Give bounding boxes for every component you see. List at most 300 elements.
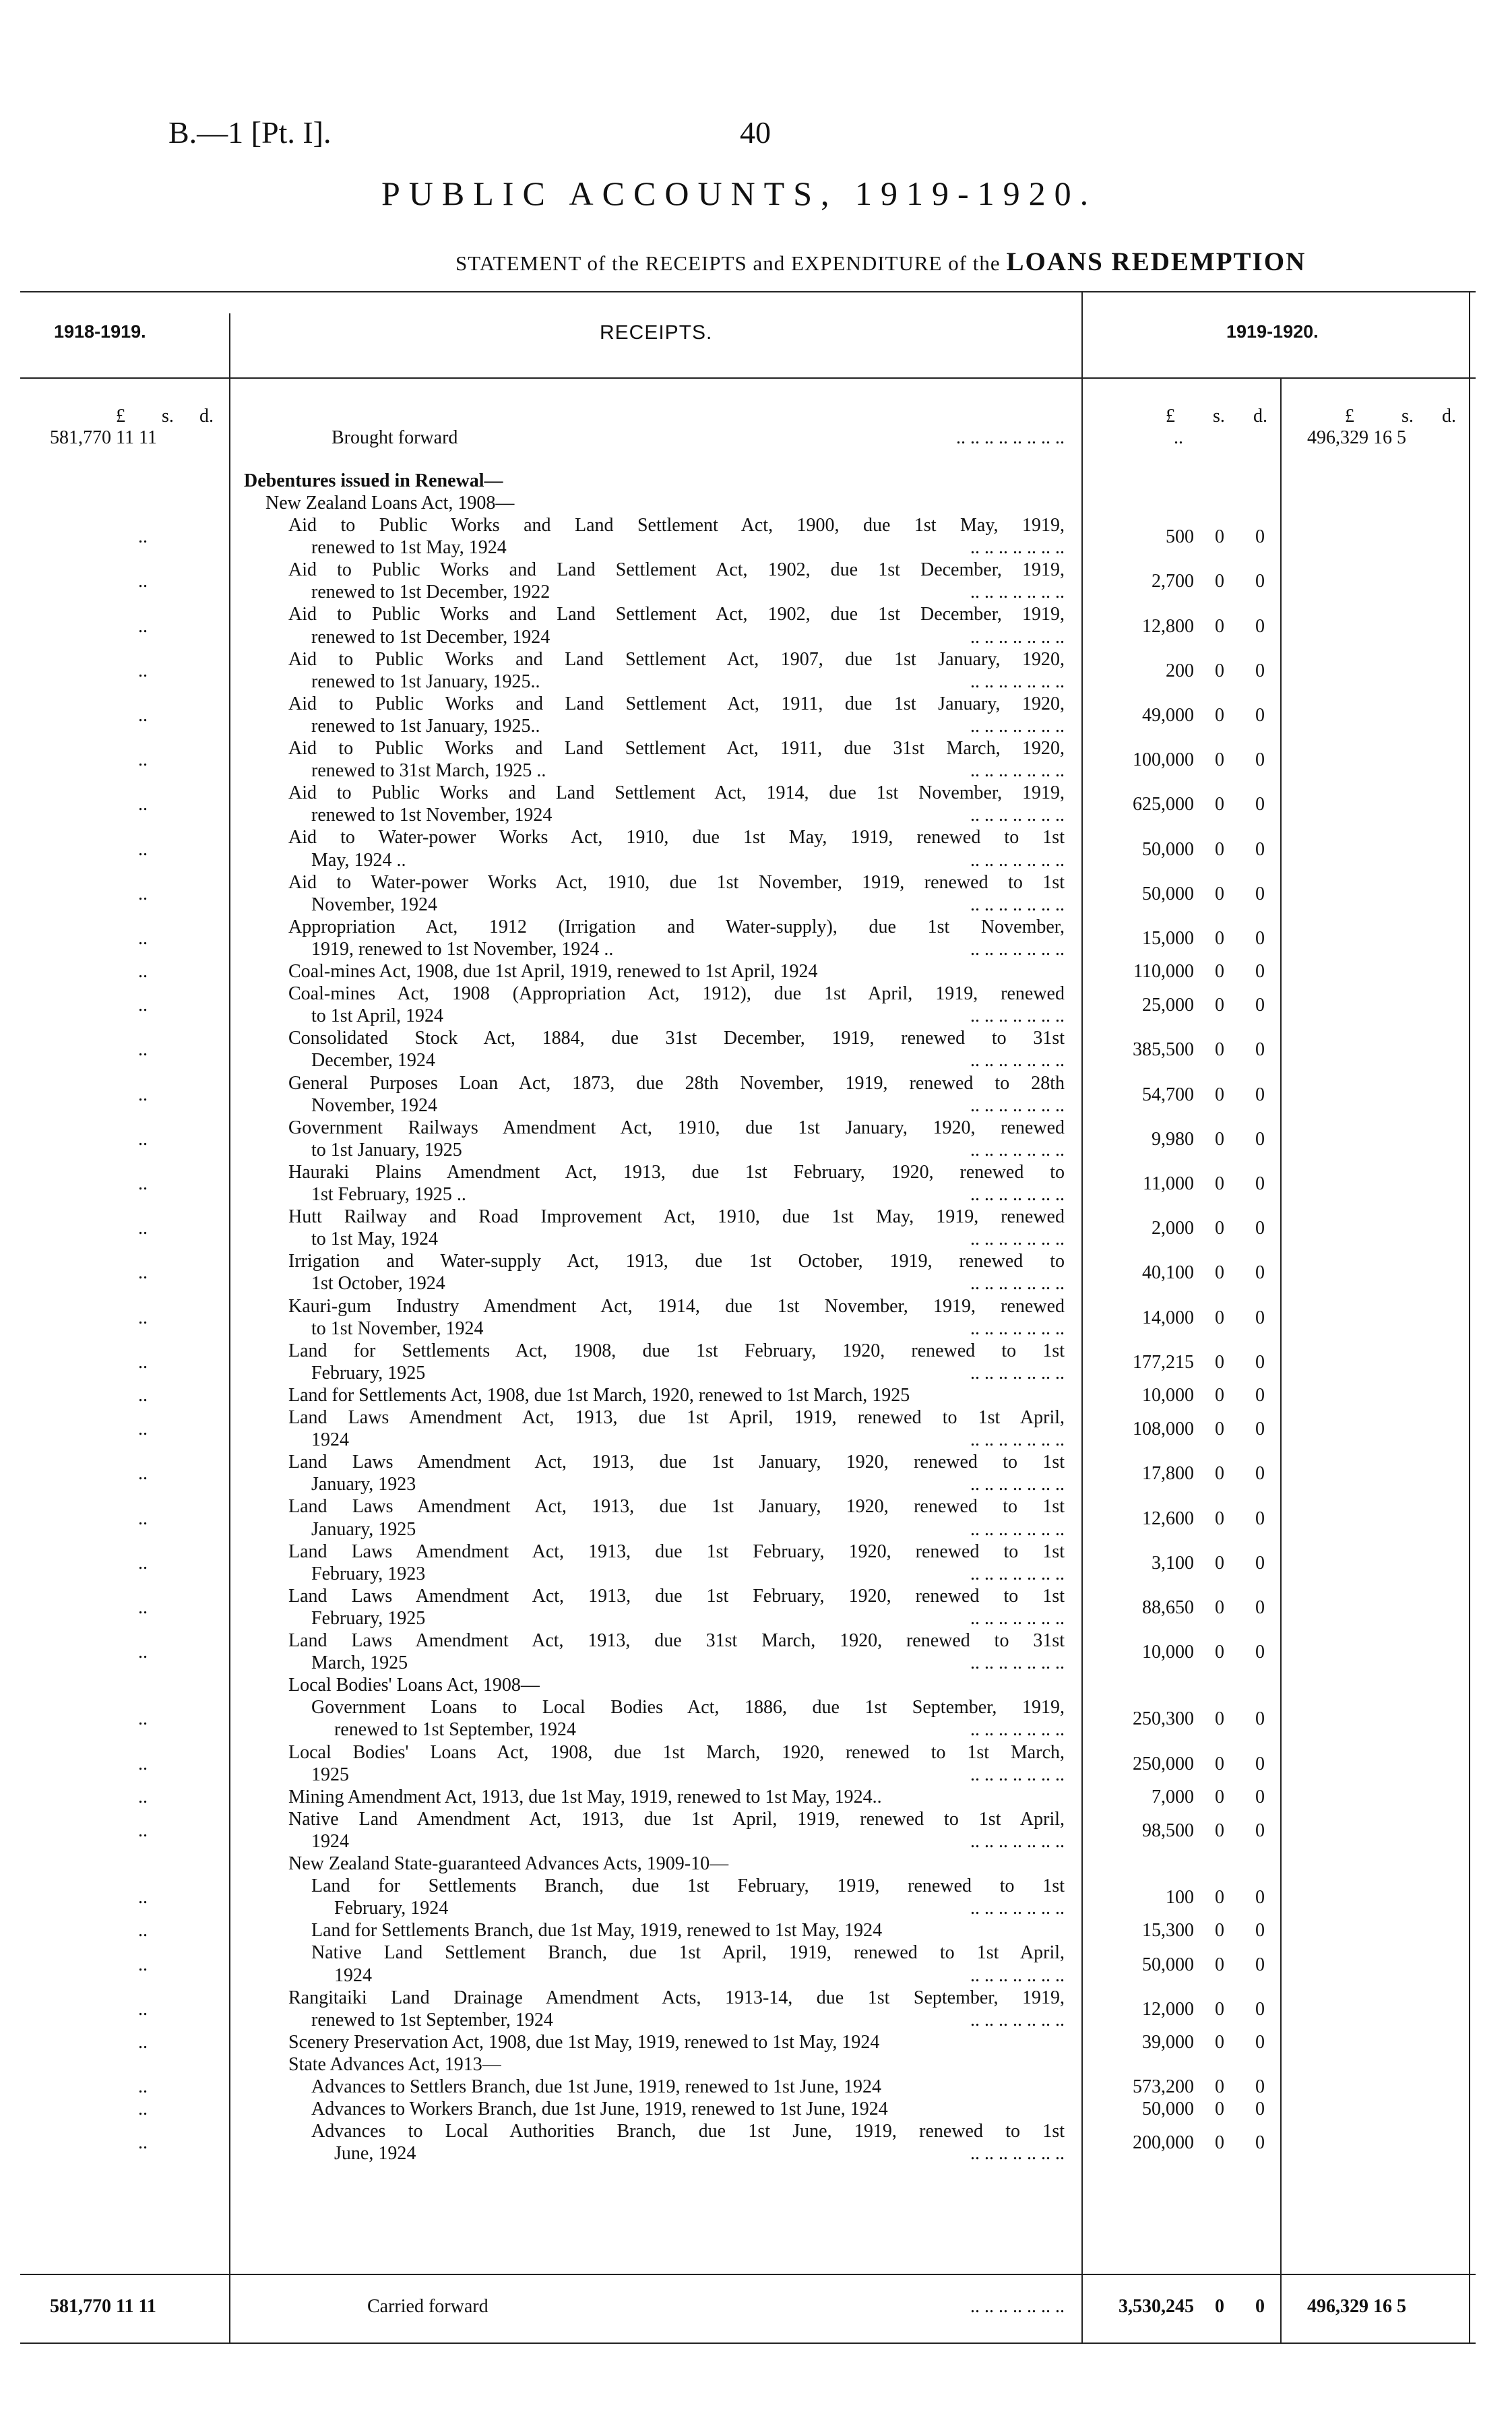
entry-text: Aid to Water-power Works Act, 1910, due 1st November, 1919, renewed to 1st [288, 871, 1065, 893]
brought-forward-left-amount: 581,770 11 11 [50, 427, 157, 448]
unit-pence-mid: d. [1253, 406, 1267, 427]
entry-pence: 0 [1255, 838, 1265, 860]
row-leader-left: .. [138, 883, 148, 904]
entry-amount: 98,500 [1142, 1820, 1194, 1841]
entry-text: Government Loans to Local Bodies Act, 1886, due 1st September, 1919, [311, 1697, 1065, 1718]
entry-shillings: 0 [1215, 2132, 1224, 2154]
carried-forward-leaders: .. .. .. .. .. .. .. [970, 2296, 1065, 2317]
entry-shillings: 0 [1215, 1954, 1224, 1975]
entry-pence: 0 [1255, 1084, 1265, 1105]
entry-text: Local Bodies' Loans Act, 1908, due 1st March, 1920, renewed to 1st March, [288, 1741, 1065, 1763]
entry-amount: 7,000 [1152, 1786, 1194, 1807]
row-leader-left: .. [138, 660, 148, 681]
entry-text-continued: 1925 [311, 1764, 349, 1785]
entry-shillings: 0 [1215, 1351, 1224, 1373]
entry-pence: 0 [1255, 1262, 1265, 1284]
entry-leaders: .. .. .. .. .. .. .. [970, 1898, 1065, 1919]
entry-text: Advances to Workers Branch, due 1st June, 1919, renewed to 1st June, 1924 [311, 2099, 888, 2120]
entry-shillings: 0 [1215, 704, 1224, 726]
entry-shillings: 0 [1215, 2099, 1224, 2120]
entry-amount: 12,000 [1142, 1998, 1194, 2020]
entry-shillings: 0 [1215, 1708, 1224, 1730]
entry-pence: 0 [1255, 1954, 1265, 1975]
statement-heading: STATEMENT of the RECEIPTS and EXPENDITURE of the LOANS REDEMPTION [455, 247, 1306, 276]
subheading-state-guaranteed: New Zealand State-guaranteed Advances Acts, 1909-10— [288, 1853, 729, 1874]
row-leader-left: .. [138, 615, 148, 637]
entry-pence: 0 [1255, 2076, 1265, 2097]
entry-shillings: 0 [1215, 1786, 1224, 1807]
entry-shillings: 0 [1215, 1039, 1224, 1061]
entry-leaders: .. .. .. .. .. .. .. [970, 1652, 1065, 1674]
entry-shillings: 0 [1215, 1384, 1224, 1406]
entry-pence: 0 [1255, 1596, 1265, 1618]
entry-amount: 17,800 [1142, 1463, 1194, 1485]
row-leader-left: .. [138, 1508, 148, 1529]
entry-text-continued: 1919, renewed to 1st November, 1924 .. [311, 938, 614, 960]
column-divider-amount [1081, 291, 1083, 2343]
entry-text-continued: renewed to 1st November, 1924 [311, 805, 553, 826]
entry-text: Hutt Railway and Road Improvement Act, 1910, due 1st May, 1919, renewed [288, 1206, 1065, 1228]
entry-text-continued: to 1st April, 1924 [311, 1005, 444, 1027]
entry-leaders: .. .. .. .. .. .. .. [970, 805, 1065, 826]
entry-amount: 15,300 [1142, 1920, 1194, 1942]
entry-shillings: 0 [1215, 1998, 1224, 2020]
carried-forward-pence: 0 [1255, 2296, 1265, 2317]
entry-text-continued: renewed to 1st September, 1924 [311, 2009, 553, 2030]
entry-text: Aid to Public Works and Land Settlement Act, 1911, due 31st March, 1920, [288, 738, 1065, 759]
entry-leaders: .. .. .. .. .. .. .. [970, 1518, 1065, 1540]
totals-top-rule [20, 2274, 1476, 2275]
carried-forward-shillings: 0 [1215, 2296, 1224, 2317]
entry-shillings: 0 [1215, 749, 1224, 771]
entry-text: Irrigation and Water-supply Act, 1913, due 1st October, 1919, renewed to [288, 1251, 1065, 1272]
entry-pence: 0 [1255, 1039, 1265, 1061]
entry-shillings: 0 [1215, 1508, 1224, 1529]
entry-pence: 0 [1255, 1218, 1265, 1239]
brought-forward-leaders: .. .. .. .. .. .. .. .. [956, 427, 1065, 448]
row-leader-left: .. [138, 2099, 148, 2120]
entry-shillings: 0 [1215, 660, 1224, 681]
entry-amount: 100,000 [1133, 749, 1194, 771]
entry-amount: 40,100 [1142, 1262, 1194, 1284]
subheading-state-advances: State Advances Act, 1913— [288, 2053, 501, 2075]
entry-text: Native Land Amendment Act, 1913, due 1st April, 1919, renewed to 1st April, [288, 1808, 1065, 1830]
entry-leaders: .. .. .. .. .. .. .. [970, 2143, 1065, 2165]
entry-shillings: 0 [1215, 1307, 1224, 1328]
entry-amount: 500 [1166, 526, 1194, 548]
entry-text: Land for Settlements Act, 1908, due 1st February, 1920, renewed to 1st [288, 1340, 1065, 1361]
entry-amount: 25,000 [1142, 995, 1194, 1016]
entry-text-continued: 1st October, 1924 [311, 1273, 445, 1295]
entry-leaders: .. .. .. .. .. .. .. [970, 1184, 1065, 1205]
entry-pence: 0 [1255, 749, 1265, 771]
table-top-rule [20, 291, 1476, 292]
totals-bottom-rule [20, 2343, 1476, 2344]
entry-text-continued: to 1st May, 1924 [311, 1229, 438, 1250]
entry-text: Advances to Local Authorities Branch, due 1st June, 1919, renewed to 1st [311, 2121, 1065, 2142]
entry-pence: 0 [1255, 1463, 1265, 1485]
column-year-1919-1920: 1919-1920. [1226, 321, 1319, 342]
entry-pence: 0 [1255, 1384, 1265, 1406]
entry-amount: 50,000 [1142, 1954, 1194, 1975]
row-leader-left: .. [138, 2076, 148, 2097]
entry-shillings: 0 [1215, 1463, 1224, 1485]
entry-pence: 0 [1255, 794, 1265, 815]
entry-text-continued: November, 1924 [311, 894, 438, 915]
entry-shillings: 0 [1215, 794, 1224, 815]
entry-amount: 110,000 [1133, 961, 1194, 982]
entry-leaders: .. .. .. .. .. .. .. [970, 1764, 1065, 1785]
entry-leaders: .. .. .. .. .. .. .. [970, 2009, 1065, 2030]
unit-pence-left: d. [199, 406, 214, 427]
row-leader-left: .. [138, 2031, 148, 2053]
row-leader-left: .. [138, 1552, 148, 1574]
entry-leaders: .. .. .. .. .. .. .. [970, 626, 1065, 648]
entry-pence: 0 [1255, 1753, 1265, 1774]
entry-shillings: 0 [1215, 615, 1224, 637]
entry-amount: 250,300 [1133, 1708, 1194, 1730]
entry-pence: 0 [1255, 883, 1265, 904]
row-leader-left: .. [138, 1998, 148, 2020]
entry-amount: 625,000 [1133, 794, 1194, 815]
entry-text: Land Laws Amendment Act, 1913, due 31st March, 1920, renewed to 31st [288, 1630, 1065, 1651]
entry-shillings: 0 [1215, 1753, 1224, 1774]
entry-shillings: 0 [1215, 526, 1224, 548]
entry-pence: 0 [1255, 615, 1265, 637]
entry-text: Scenery Preservation Act, 1908, due 1st May, 1919, renewed to 1st May, 1924 [288, 2031, 880, 2053]
entry-text: Government Railways Amendment Act, 1910, due 1st January, 1920, renewed [288, 1117, 1065, 1138]
entry-text: Consolidated Stock Act, 1884, due 31st December, 1919, renewed to 31st [288, 1028, 1065, 1049]
entry-text-continued: February, 1924 [334, 1898, 449, 1919]
entry-pence: 0 [1255, 1920, 1265, 1942]
entry-shillings: 0 [1215, 1920, 1224, 1942]
entry-amount: 15,000 [1142, 927, 1194, 949]
entry-leaders: .. .. .. .. .. .. .. [970, 1429, 1065, 1451]
entry-text-continued: 1st February, 1925 .. [311, 1184, 466, 1205]
entry-shillings: 0 [1215, 1128, 1224, 1150]
entry-text: Kauri-gum Industry Amendment Act, 1914, due 1st November, 1919, renewed [288, 1295, 1065, 1317]
row-leader-left: .. [138, 1173, 148, 1194]
row-leader-left: .. [138, 1708, 148, 1730]
entry-amount: 10,000 [1142, 1642, 1194, 1663]
row-leader-left: .. [138, 1084, 148, 1105]
entry-leaders: .. .. .. .. .. .. .. [970, 849, 1065, 871]
page-title: PUBLIC ACCOUNTS, 1919-1920. [381, 175, 1098, 212]
entry-amount: 9,980 [1152, 1128, 1194, 1150]
entry-text-continued: renewed to 1st January, 1925.. [311, 715, 540, 737]
entry-pence: 0 [1255, 2099, 1265, 2120]
entry-text: Aid to Public Works and Land Settlement Act, 1902, due 1st December, 1919, [288, 559, 1065, 581]
row-leader-left: .. [138, 1786, 148, 1807]
row-leader-left: .. [138, 1596, 148, 1618]
row-leader-left: .. [138, 1384, 148, 1406]
entry-leaders: .. .. .. .. .. .. .. [970, 1317, 1065, 1339]
row-leader-left: .. [138, 1039, 148, 1061]
entry-pence: 0 [1255, 1786, 1265, 1807]
subheading-local-bodies: Local Bodies' Loans Act, 1908— [288, 1675, 540, 1696]
entry-text: Appropriation Act, 1912 (Irrigation and Water-supply), due 1st November, [288, 916, 1065, 937]
row-leader-left: .. [138, 1642, 148, 1663]
entry-text: Advances to Settlers Branch, due 1st June, 1919, renewed to 1st June, 1924 [311, 2076, 882, 2097]
entry-text-continued: 1924 [311, 1429, 349, 1451]
row-leader-left: .. [138, 961, 148, 982]
entry-pence: 0 [1255, 1128, 1265, 1150]
entry-text-continued: renewed to 1st December, 1924 [311, 626, 550, 648]
entry-shillings: 0 [1215, 1419, 1224, 1440]
unit-shillings-left: s. [162, 406, 174, 427]
entry-pence: 0 [1255, 1820, 1265, 1841]
entry-pence: 0 [1255, 660, 1265, 681]
entry-amount: 88,650 [1142, 1596, 1194, 1618]
entry-shillings: 0 [1215, 1218, 1224, 1239]
entry-leaders: .. .. .. .. .. .. .. [970, 1005, 1065, 1027]
entry-text-continued: renewed to 31st March, 1925 .. [311, 760, 546, 782]
entry-shillings: 0 [1215, 995, 1224, 1016]
row-leader-left: .. [138, 571, 148, 592]
row-leader-left: .. [138, 1351, 148, 1373]
entry-text: Land Laws Amendment Act, 1913, due 1st January, 1920, renewed to 1st [288, 1496, 1065, 1518]
page-number: 40 [740, 115, 771, 150]
entry-pence: 0 [1255, 1708, 1265, 1730]
entry-text-continued: to 1st November, 1924 [311, 1317, 484, 1339]
entry-pence: 0 [1255, 927, 1265, 949]
row-leader-left: .. [138, 1463, 148, 1485]
entry-text: Aid to Public Works and Land Settlement Act, 1911, due 1st January, 1920, [288, 693, 1065, 714]
entry-text: Mining Amendment Act, 1913, due 1st May, 1919, renewed to 1st May, 1924.. [288, 1786, 882, 1807]
entry-text: Aid to Water-power Works Act, 1910, due 1st May, 1919, renewed to 1st [288, 827, 1065, 848]
entry-amount: 10,000 [1142, 1384, 1194, 1406]
entry-text: Land for Settlements Act, 1908, due 1st March, 1920, renewed to 1st March, 1925 [288, 1384, 910, 1406]
row-leader-left: .. [138, 927, 148, 949]
entry-shillings: 0 [1215, 838, 1224, 860]
entry-leaders: .. .. .. .. .. .. .. [970, 1229, 1065, 1250]
entry-text: General Purposes Loan Act, 1873, due 28th November, 1919, renewed to 28th [288, 1072, 1065, 1094]
entry-shillings: 0 [1215, 1173, 1224, 1194]
entry-text-continued: January, 1925 [311, 1518, 416, 1540]
entry-amount: 50,000 [1142, 2099, 1194, 2120]
entry-text-continued: to 1st January, 1925 [311, 1139, 462, 1160]
entry-text: Aid to Public Works and Land Settlement Act, 1902, due 1st December, 1919, [288, 604, 1065, 625]
entry-amount: 12,800 [1142, 615, 1194, 637]
entry-pence: 0 [1255, 961, 1265, 982]
entry-amount: 54,700 [1142, 1084, 1194, 1105]
entry-leaders: .. .. .. .. .. .. .. [970, 1094, 1065, 1116]
row-leader-left: .. [138, 1753, 148, 1774]
entry-text-continued: February, 1925 [311, 1607, 426, 1629]
unit-shillings-right: s. [1401, 406, 1414, 427]
document-reference: B.—1 [Pt. I]. [168, 115, 332, 150]
entry-shillings: 0 [1215, 1642, 1224, 1663]
entry-amount: 39,000 [1142, 2031, 1194, 2053]
entry-shillings: 0 [1215, 2076, 1224, 2097]
entry-leaders: .. .. .. .. .. .. .. [970, 894, 1065, 915]
subheading-nz-loans-act: New Zealand Loans Act, 1908— [265, 493, 515, 514]
entry-amount: 50,000 [1142, 883, 1194, 904]
row-leader-left: .. [138, 1128, 148, 1150]
entry-amount: 11,000 [1143, 1173, 1194, 1194]
row-leader-left: .. [138, 1262, 148, 1284]
entry-shillings: 0 [1215, 1084, 1224, 1105]
unit-pound-mid: £ [1166, 406, 1175, 427]
entry-leaders: .. .. .. .. .. .. .. [970, 1273, 1065, 1295]
entry-text: Land Laws Amendment Act, 1913, due 1st February, 1920, renewed to 1st [288, 1585, 1065, 1607]
entry-text: Aid to Public Works and Land Settlement Act, 1900, due 1st May, 1919, [288, 515, 1065, 536]
entry-text: Aid to Public Works and Land Settlement Act, 1914, due 1st November, 1919, [288, 782, 1065, 804]
entry-amount: 573,200 [1133, 2076, 1194, 2097]
entry-text-continued: February, 1925 [311, 1362, 426, 1384]
entry-text-continued: June, 1924 [334, 2143, 416, 2165]
entry-pence: 0 [1255, 1351, 1265, 1373]
entry-amount: 250,000 [1133, 1753, 1194, 1774]
entry-leaders: .. .. .. .. .. .. .. [970, 1362, 1065, 1384]
entry-amount: 200 [1166, 660, 1194, 681]
entry-text: Rangitaiki Land Drainage Amendment Acts, 1913-14, due 1st September, 1919, [288, 1987, 1065, 2008]
entry-amount: 385,500 [1133, 1039, 1194, 1061]
entry-amount: 2,700 [1152, 571, 1194, 592]
entry-text: Aid to Public Works and Land Settlement Act, 1907, due 1st January, 1920, [288, 648, 1065, 670]
entry-amount: 14,000 [1142, 1307, 1194, 1328]
brought-forward-label: Brought forward [332, 427, 458, 448]
entry-pence: 0 [1255, 995, 1265, 1016]
entry-leaders: .. .. .. .. .. .. .. [970, 671, 1065, 692]
entry-pence: 0 [1255, 1998, 1265, 2020]
entry-leaders: .. .. .. .. .. .. .. [970, 1719, 1065, 1741]
entry-text: Land Laws Amendment Act, 1913, due 1st April, 1919, renewed to 1st April, [288, 1407, 1065, 1428]
entry-leaders: .. .. .. .. .. .. .. [970, 1964, 1065, 1986]
entry-amount: 177,215 [1133, 1351, 1194, 1373]
entry-amount: 49,000 [1142, 704, 1194, 726]
entry-amount: 50,000 [1142, 838, 1194, 860]
unit-pence-right: d. [1442, 406, 1456, 427]
row-leader-left: .. [138, 749, 148, 771]
row-leader-left: .. [138, 1218, 148, 1239]
entry-text: Coal-mines Act, 1908, due 1st April, 1919, renewed to 1st April, 1924 [288, 961, 818, 982]
entry-pence: 0 [1255, 2132, 1265, 2154]
entry-shillings: 0 [1215, 2031, 1224, 2053]
entry-text: Coal-mines Act, 1908 (Appropriation Act, 1912), due 1st April, 1919, renewed [288, 983, 1065, 1005]
entry-shillings: 0 [1215, 571, 1224, 592]
entry-shillings: 0 [1215, 1887, 1224, 1909]
entry-amount: 2,000 [1152, 1218, 1194, 1239]
carried-forward-amount: 3,530,245 [1119, 2296, 1194, 2317]
column-divider-left [229, 313, 230, 2343]
entry-text: Land for Settlements Branch, due 1st February, 1919, renewed to 1st [311, 1875, 1065, 1897]
entry-leaders: .. .. .. .. .. .. .. [970, 1139, 1065, 1160]
entry-text-continued: renewed to 1st September, 1924 [334, 1719, 576, 1741]
entry-text: Hauraki Plains Amendment Act, 1913, due 1st February, 1920, renewed to [288, 1161, 1065, 1183]
entry-text-continued: 1924 [334, 1964, 372, 1986]
row-leader-left: .. [138, 1920, 148, 1942]
entry-leaders: .. .. .. .. .. .. .. [970, 1050, 1065, 1072]
entry-leaders: .. .. .. .. .. .. .. [970, 1563, 1065, 1584]
entry-pence: 0 [1255, 1552, 1265, 1574]
row-leader-left: .. [138, 2132, 148, 2154]
entry-leaders: .. .. .. .. .. .. .. [970, 760, 1065, 782]
column-year-1918-1919: 1918-1919. [54, 321, 146, 342]
row-leader-left: .. [138, 526, 148, 548]
entry-text: Land for Settlements Branch, due 1st May, 1919, renewed to 1st May, 1924 [311, 1920, 883, 1942]
entry-pence: 0 [1255, 1307, 1265, 1328]
entry-amount: 12,600 [1142, 1508, 1194, 1529]
row-leader-left: .. [138, 1887, 148, 1909]
entry-text-continued: renewed to 1st May, 1924 [311, 537, 507, 559]
row-leader-left: .. [138, 838, 148, 860]
entry-shillings: 0 [1215, 961, 1224, 982]
unit-pound-left: £ [116, 406, 125, 427]
unit-pound-right: £ [1345, 406, 1354, 427]
entry-leaders: .. .. .. .. .. .. .. [970, 1474, 1065, 1495]
table-right-edge [1469, 291, 1470, 2343]
entry-pence: 0 [1255, 1642, 1265, 1663]
carried-forward-label: Carried forward [367, 2296, 489, 2317]
entry-pence: 0 [1255, 1419, 1265, 1440]
entry-text-continued: renewed to 1st January, 1925.. [311, 671, 540, 692]
row-leader-left: .. [138, 1820, 148, 1841]
section-heading-renewal: Debentures issued in Renewal— [244, 470, 503, 491]
entry-text-continued: May, 1924 .. [311, 849, 406, 871]
column-header-rule [20, 377, 1476, 379]
entry-pence: 0 [1255, 526, 1265, 548]
entry-shillings: 0 [1215, 883, 1224, 904]
entry-leaders: .. .. .. .. .. .. .. [970, 715, 1065, 737]
entry-leaders: .. .. .. .. .. .. .. [970, 1830, 1065, 1852]
entry-pence: 0 [1255, 1508, 1265, 1529]
row-leader-left: .. [138, 1954, 148, 1975]
entry-shillings: 0 [1215, 1552, 1224, 1574]
row-leader-left: .. [138, 704, 148, 726]
entry-pence: 0 [1255, 1173, 1265, 1194]
entry-shillings: 0 [1215, 927, 1224, 949]
brought-forward-right-amount: 496,329 16 5 [1307, 427, 1406, 448]
entry-text-continued: November, 1924 [311, 1094, 438, 1116]
entry-leaders: .. .. .. .. .. .. .. [970, 938, 1065, 960]
entry-text-continued: renewed to 1st December, 1922 [311, 582, 550, 603]
row-leader-left: .. [138, 1419, 148, 1440]
entry-shillings: 0 [1215, 1262, 1224, 1284]
column-receipts: RECEIPTS. [600, 321, 713, 344]
entry-pence: 0 [1255, 704, 1265, 726]
row-leader-left: .. [138, 995, 148, 1016]
entry-text-continued: January, 1923 [311, 1474, 416, 1495]
entry-leaders: .. .. .. .. .. .. .. [970, 582, 1065, 603]
entry-leaders: .. .. .. .. .. .. .. [970, 537, 1065, 559]
entry-shillings: 0 [1215, 1820, 1224, 1841]
entry-pence: 0 [1255, 2031, 1265, 2053]
entry-text-continued: December, 1924 [311, 1050, 435, 1072]
row-leader-left: .. [138, 1307, 148, 1328]
entry-text-continued: February, 1923 [311, 1563, 426, 1584]
entry-amount: 108,000 [1133, 1419, 1194, 1440]
entry-text: Land Laws Amendment Act, 1913, due 1st January, 1920, renewed to 1st [288, 1452, 1065, 1473]
carried-forward-left-amount: 581,770 11 11 [50, 2296, 156, 2317]
brought-forward-mid: .. [1174, 427, 1183, 448]
entry-shillings: 0 [1215, 1596, 1224, 1618]
entry-amount: 100 [1166, 1887, 1194, 1909]
column-divider-total [1280, 377, 1282, 2343]
entry-text-continued: 1924 [311, 1830, 349, 1852]
entry-pence: 0 [1255, 1887, 1265, 1909]
unit-shillings-mid: s. [1213, 406, 1225, 427]
entry-leaders: .. .. .. .. .. .. .. [970, 1607, 1065, 1629]
carried-forward-right-amount: 496,329 16 5 [1307, 2296, 1406, 2317]
entry-amount: 3,100 [1152, 1552, 1194, 1574]
entry-amount: 200,000 [1133, 2132, 1194, 2154]
entry-text: Land Laws Amendment Act, 1913, due 1st February, 1920, renewed to 1st [288, 1541, 1065, 1562]
entry-text: Native Land Settlement Branch, due 1st April, 1919, renewed to 1st April, [311, 1942, 1065, 1964]
entry-pence: 0 [1255, 571, 1265, 592]
entry-text-continued: March, 1925 [311, 1652, 408, 1674]
row-leader-left: .. [138, 794, 148, 815]
